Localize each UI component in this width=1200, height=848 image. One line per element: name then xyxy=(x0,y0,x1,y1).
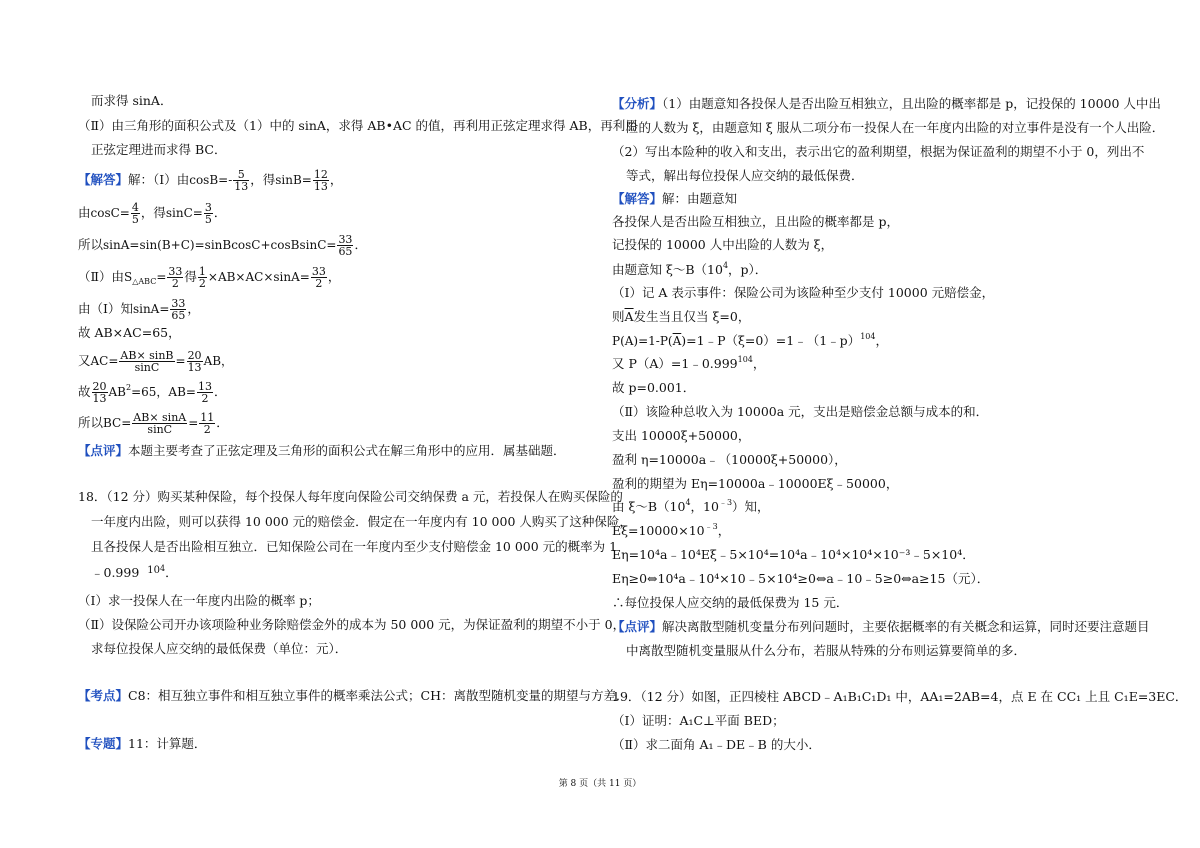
text-line: 且各投保人是否出险相互独立．已知保险公司在一年度内至少支付赔偿金 10 000 元的概率为 1 xyxy=(91,539,618,554)
question-19: 19．（12 分）如图，正四棱柱 ABCD﹣A₁B₁C₁D₁ 中，AA₁=2AB=4，点 E 在 CC₁ 上且 C₁E=3EC． xyxy=(612,689,1188,704)
text-line: 而求得 sinA． xyxy=(91,93,173,108)
kaodian-line: 【考点】C8：相互独立事件和相互独立事件的概率乘法公式；CH：离散型随机变量的期望与方差． xyxy=(78,688,629,703)
fenxi-tag: 【分析】 xyxy=(612,96,663,111)
dianping-tag: 【点评】 xyxy=(612,619,663,634)
text-line: 故 p=0.001． xyxy=(612,380,696,395)
page-footer: 第 8 页（共 11 页） xyxy=(558,779,642,789)
fraction: $\frac{20}{13}$ xyxy=(187,349,202,374)
text-line: 正弦定理进而求得 BC． xyxy=(91,142,227,157)
fraction: $\frac{33}{2}$ xyxy=(168,265,183,290)
text-line: （Ⅱ）求二面角 A₁﹣DE﹣B 的大小． xyxy=(612,737,821,752)
fraction: $\frac{12}{13}$ xyxy=(313,168,328,193)
text-line: 盈利的期望为 Eη=10000a﹣10000Eξ﹣50000， xyxy=(612,476,899,491)
text-line: 由 $\xi\sim B(10^4$，$10^{﹣3}$）知， xyxy=(612,498,770,514)
solution-line: 故 $\frac{20}{13}$ $AB^2=65$，AB= $\frac{13}{2}$ ． xyxy=(78,380,227,405)
fraction: $\frac{AB\times \sin A}{\sin C}$ xyxy=(133,411,187,436)
text-line: 盈利 η=10000a﹣（10000ξ+50000）， xyxy=(612,452,847,467)
solution-line: 【解答】解：由题意知 xyxy=(612,191,738,206)
text-line: （2）写出本险种的收入和支出，表示出它的盈利期望，根据为保证盈利的期望不小于 0，列出不 xyxy=(612,144,1145,159)
solution-line: 由cosC= $\frac{4}{5}$ ，得sinC= $\frac{3}{5}$ ． xyxy=(78,201,227,226)
text-line: 等式，解出每位投保人应交纳的最低保费． xyxy=(626,168,864,183)
fraction: $\frac{3}{5}$ xyxy=(204,201,212,226)
jieda-tag: 【解答】 xyxy=(78,172,129,187)
dianping-tag: 【点评】 xyxy=(78,443,129,458)
zhuanti-tag: 【专题】 xyxy=(78,736,129,751)
text-line: Eη≥0⇔10⁴a﹣10⁴×10﹣5×10⁴≥0⇔a﹣10﹣5≥0⇔a≥15（元）． xyxy=(612,571,990,586)
question-18: 18．（12 分）购买某种保险，每个投保人每年度向保险公司交纳保费 a 元，若投保人在购买保险的 xyxy=(78,489,623,504)
text-line: （Ⅱ）该险种总收入为 10000a 元，支出是赔偿金总额与成本的和． xyxy=(612,404,989,419)
text-line: 记投保的 10000 人中出险的人数为 ξ， xyxy=(612,237,834,252)
text-line: 险的人数为 ξ，由题意知 ξ 服从二项分布一投保人在一年度内出险的对立事件是没有一个人出险． xyxy=(626,120,1165,135)
text-line: （Ⅱ）设保险公司开办该项险种业务除赔偿金外的成本为 50 000 元，为保证盈利的期望不小于 0， xyxy=(78,617,626,632)
fraction: $\frac{11}{2}$ xyxy=(200,411,215,436)
comment-line: 【点评】解决离散型随机变量分布列问题时，主要依据概率的有关概念和运算，同时还要注意题目 xyxy=(612,619,1150,634)
text-line: Eη=10⁴a﹣10⁴Eξ﹣5×10⁴=10⁴a﹣10⁴×10⁴×10⁻³﹣5×10⁴． xyxy=(612,547,975,562)
text-line: ﹣0.999 $^{104}$． xyxy=(91,564,178,580)
text-line: （Ⅰ）证明：A₁C⊥平面 BED； xyxy=(612,713,785,728)
solution-line: 所以sinA=sin(B+C)=sinBcosC+cosBsinC= $\frac{33}{65}$ ． xyxy=(78,233,367,258)
text-line: $E\xi=10000\times 10^{﹣3}$， xyxy=(612,522,731,538)
text-line: 一年度内出险，则可以获得 10 000 元的赔偿金．假定在一年度内有 10 000 人购买了这种保险， xyxy=(91,514,632,529)
text-line: 由题意知 $\xi\sim B(10^4$，p）． xyxy=(612,261,768,277)
text-line: 则$\overline{A}$发生当且仅当 ξ=0， xyxy=(612,309,751,324)
fraction: $\frac{1}{2}$ xyxy=(198,265,206,290)
text-line: 各投保人是否出险互相独立，且出险的概率都是 p， xyxy=(612,214,899,229)
zhuanti-line: 【专题】11：计算题． xyxy=(78,736,207,751)
text-line: （Ⅰ）记 A 表示事件：保险公司为该险种至少支付 10000 元赔偿金， xyxy=(612,285,995,300)
text-line: $P(A)=1-P(\overline{A})=1﹣P(\xi=0)=1﹣(1﹣p)^{104}$， xyxy=(612,332,888,348)
fraction: $\frac{20}{13}$ xyxy=(92,380,107,405)
text-line: （Ⅰ）求一投保人在一年度内出险的概率 p； xyxy=(78,593,320,608)
solution-line: （Ⅱ）由$S_{\triangle ABC}=$ $\frac{33}{2}$ 得 $\frac{1}{2}$ ×AB×AC×sinA= $\frac{33}{2}$ ， xyxy=(78,265,341,290)
analysis-line: 【分析】（1）由题意知各投保人是否出险互相独立，且出险的概率都是 p，记投保的 10000 人中出 xyxy=(612,96,1161,111)
solution-line: 【解答】解：（Ⅰ）由cosB=- $\frac{5}{13}$ ，得sinB= $\frac{12}{13}$ ， xyxy=(78,168,343,193)
text-line: 中离散型随机变量服从什么分布，若服从特殊的分布则运算要简单的多． xyxy=(626,643,1027,658)
fraction: $\frac{33}{2}$ xyxy=(311,265,326,290)
fraction: $\frac{13}{2}$ xyxy=(197,380,212,405)
solution-line: 又AC= $\frac{AB\times \sin B}{\sin C}$ = $\frac{20}{13}$ AB， xyxy=(78,349,234,374)
comment-line: 【点评】本题主要考查了正弦定理及三角形的面积公式在解三角形中的应用．属基础题． xyxy=(78,443,566,458)
solution-line: 所以BC= $\frac{AB\times \sin A}{\sin C}$ = $\frac{11}{2}$ ． xyxy=(78,411,229,436)
text-line: 支出 10000ξ+50000， xyxy=(612,428,751,443)
text-line: ∴每位投保人应交纳的最低保费为 15 元． xyxy=(612,595,849,610)
text-line: 求每位投保人应交纳的最低保费（单位：元）． xyxy=(91,641,348,656)
fraction: $\frac{33}{65}$ xyxy=(171,297,186,322)
text-line: 又 $P(A)=1﹣0.999^{104}$， xyxy=(612,355,766,371)
fraction: $\frac{4}{5}$ xyxy=(131,201,139,226)
text-line: 故 AB×AC=65， xyxy=(78,325,181,340)
solution-line: 由（Ⅰ）知sinA= $\frac{33}{65}$ ， xyxy=(78,297,200,322)
text-line: （Ⅱ）由三角形的面积公式及（1）中的 sinA，求得 AB•AC 的值，再利用正弦定理求得 AB，再利用 xyxy=(78,118,638,133)
kaodian-tag: 【考点】 xyxy=(78,688,129,703)
fraction: $\frac{5}{13}$ xyxy=(234,168,249,193)
jieda-tag: 【解答】 xyxy=(612,191,663,206)
fraction: $\frac{AB\times \sin B}{\sin C}$ xyxy=(120,349,174,374)
fraction: $\frac{33}{65}$ xyxy=(338,233,353,258)
